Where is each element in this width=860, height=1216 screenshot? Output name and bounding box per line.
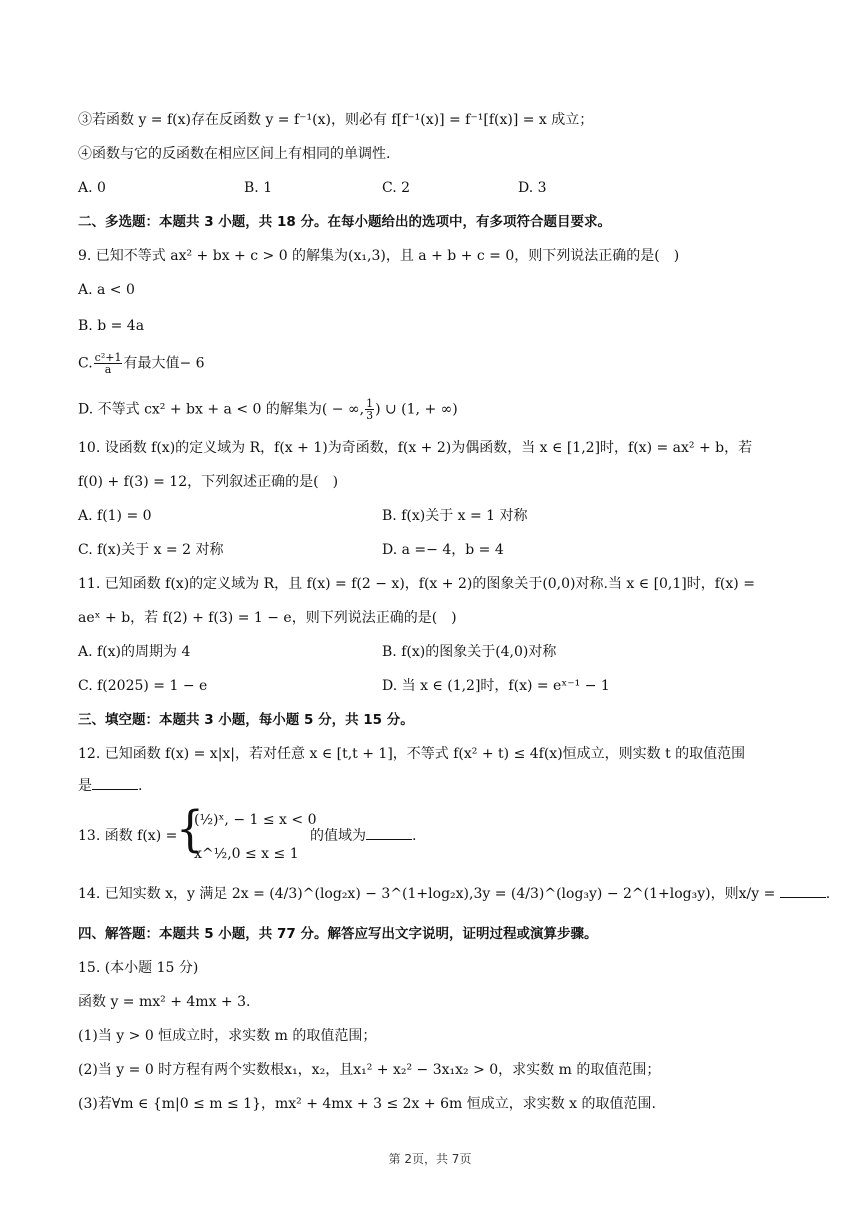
q8-statement-3: ③若函数 y = f(x)存在反函数 y = f⁻¹(x)，则必有 f[f⁻¹(x)] = f⁻¹[f(x)] = x 成立； [78,112,594,128]
q12-stem-line2: 是 . [78,778,143,794]
q10-stem-line2: f(0) + f(3) = 12，下列叙述正确的是( ) [78,474,339,490]
q9-c-fraction: $\frac{\text{c²+1}}{a}$ [94,351,122,376]
q8-option-d: D. 3 [518,180,547,196]
q10-option-d: D. a =− 4，b = 4 [382,542,504,558]
q13-suffix: 的值域为 . [310,828,417,844]
q9-c-label: C. [78,355,93,372]
q15-part-3: (3)若∀m ∈ {m|0 ≤ m ≤ 1}，mx² + 4mx + 3 ≤ 2x + 6m 恒成立，求实数 x 的取值范围. [78,1096,656,1112]
q10-stem-line1: 10. 设函数 f(x)的定义域为 R，f(x + 1)为奇函数，f(x + 2)为偶函数，当 x ∈ [1,2]时，f(x) = ax² + b，若 [78,440,753,456]
q11-stem-line1: 11. 已知函数 f(x)的定义域为 R，且 f(x) = f(2 − x)，f(x + 2)的图象关于(0,0)对称.当 x ∈ [0,1]时，f(x) = [78,576,755,592]
q15-part-2: (2)当 y = 0 时方程有两个实数根x₁，x₂，且x₁² + x₂² − 3x₁x₂ > 0，求实数 m 的取值范围； [78,1062,661,1078]
q13-answer-blank [366,827,412,840]
q10-option-c: C. f(x)关于 x = 2 对称 [78,542,224,558]
q11-option-b: B. f(x)的图象关于(4,0)对称 [382,644,557,660]
q11-option-c: C. f(2025) = 1 − e [78,678,208,694]
q13-case-2: x^½,0 ≤ x ≤ 1 [194,846,299,862]
q15-part-1: (1)当 y > 0 恒成立时，求实数 m 的取值范围； [78,1028,377,1044]
q14-answer-blank [780,885,826,898]
q11-option-d: D. 当 x ∈ (1,2]时，f(x) = eˣ⁻¹ − 1 [382,678,610,694]
q14-stem: 14. 已知实数 x，y 满足 2x = (4/3)^(log₂x) − 3^(1+log₂x),3y = (4/3)^(log₃y) − 2^(1+log₃y)，则x/y = . [78,886,831,902]
q15-header: 15. (本小题 15 分) [78,960,199,976]
page-footer: 第 2页，共 7页 [388,1152,472,1166]
section-3-heading: 三、填空题：本题共 3 小题，每小题 5 分，共 15 分。 [78,712,414,728]
q13-case-1: (½)ˣ, − 1 ≤ x < 0 [194,812,317,828]
q9-stem: 9. 已知不等式 ax² + bx + c > 0 的解集为(x₁,3)，且 a + b + c = 0，则下列说法正确的是( ) [78,248,680,264]
q8-option-c: C. 2 [382,180,411,196]
q9-c-text: 有最大值− 6 [123,355,205,372]
q12-stem-line1: 12. 已知函数 f(x) = x|x|，若对任意 x ∈ [t,t + 1]，不等式 f(x² + t) ≤ 4f(x)恒成立，则实数 t 的取值范围 [78,746,746,762]
q12-answer-blank [92,777,138,790]
q9-d-fraction: $\frac{1}{3}$ [366,397,374,422]
q9-option-d: D. 不等式 cx² + bx + a < 0 的解集为( − ∞, $\frac{1}{3}$ ) ∪ (1, + ∞) [78,397,458,422]
q9-option-b: B. b = 4a [78,318,145,334]
q10-option-a: A. f(1) = 0 [78,508,152,524]
section-2-heading: 二、多选题：本题共 3 小题，共 18 分。在每小题给出的选项中，有多项符合题目要求。 [78,214,611,230]
q13-brace: { [176,801,204,858]
section-4-heading: 四、解答题：本题共 5 小题，共 77 分。解答应写出文字说明，证明过程或演算步骤。 [78,926,598,942]
q11-stem-line2: aeˣ + b，若 f(2) + f(3) = 1 − e，则下列说法正确的是( ) [78,610,457,626]
q9-option-c [78,352,205,375]
q13-prefix: 13. 函数 f(x) = [78,828,178,844]
q8-statement-4: ④函数与它的反函数在相应区间上有相同的单调性. [78,146,391,162]
q10-option-b: B. f(x)关于 x = 1 对称 [382,508,528,524]
q11-option-a: A. f(x)的周期为 4 [78,644,191,660]
q9-option-a: A. a < 0 [78,282,135,298]
q8-option-b: B. 1 [244,180,273,196]
q8-option-a: A. 0 [78,180,106,196]
q15-function: 函数 y = mx² + 4mx + 3. [78,994,251,1010]
